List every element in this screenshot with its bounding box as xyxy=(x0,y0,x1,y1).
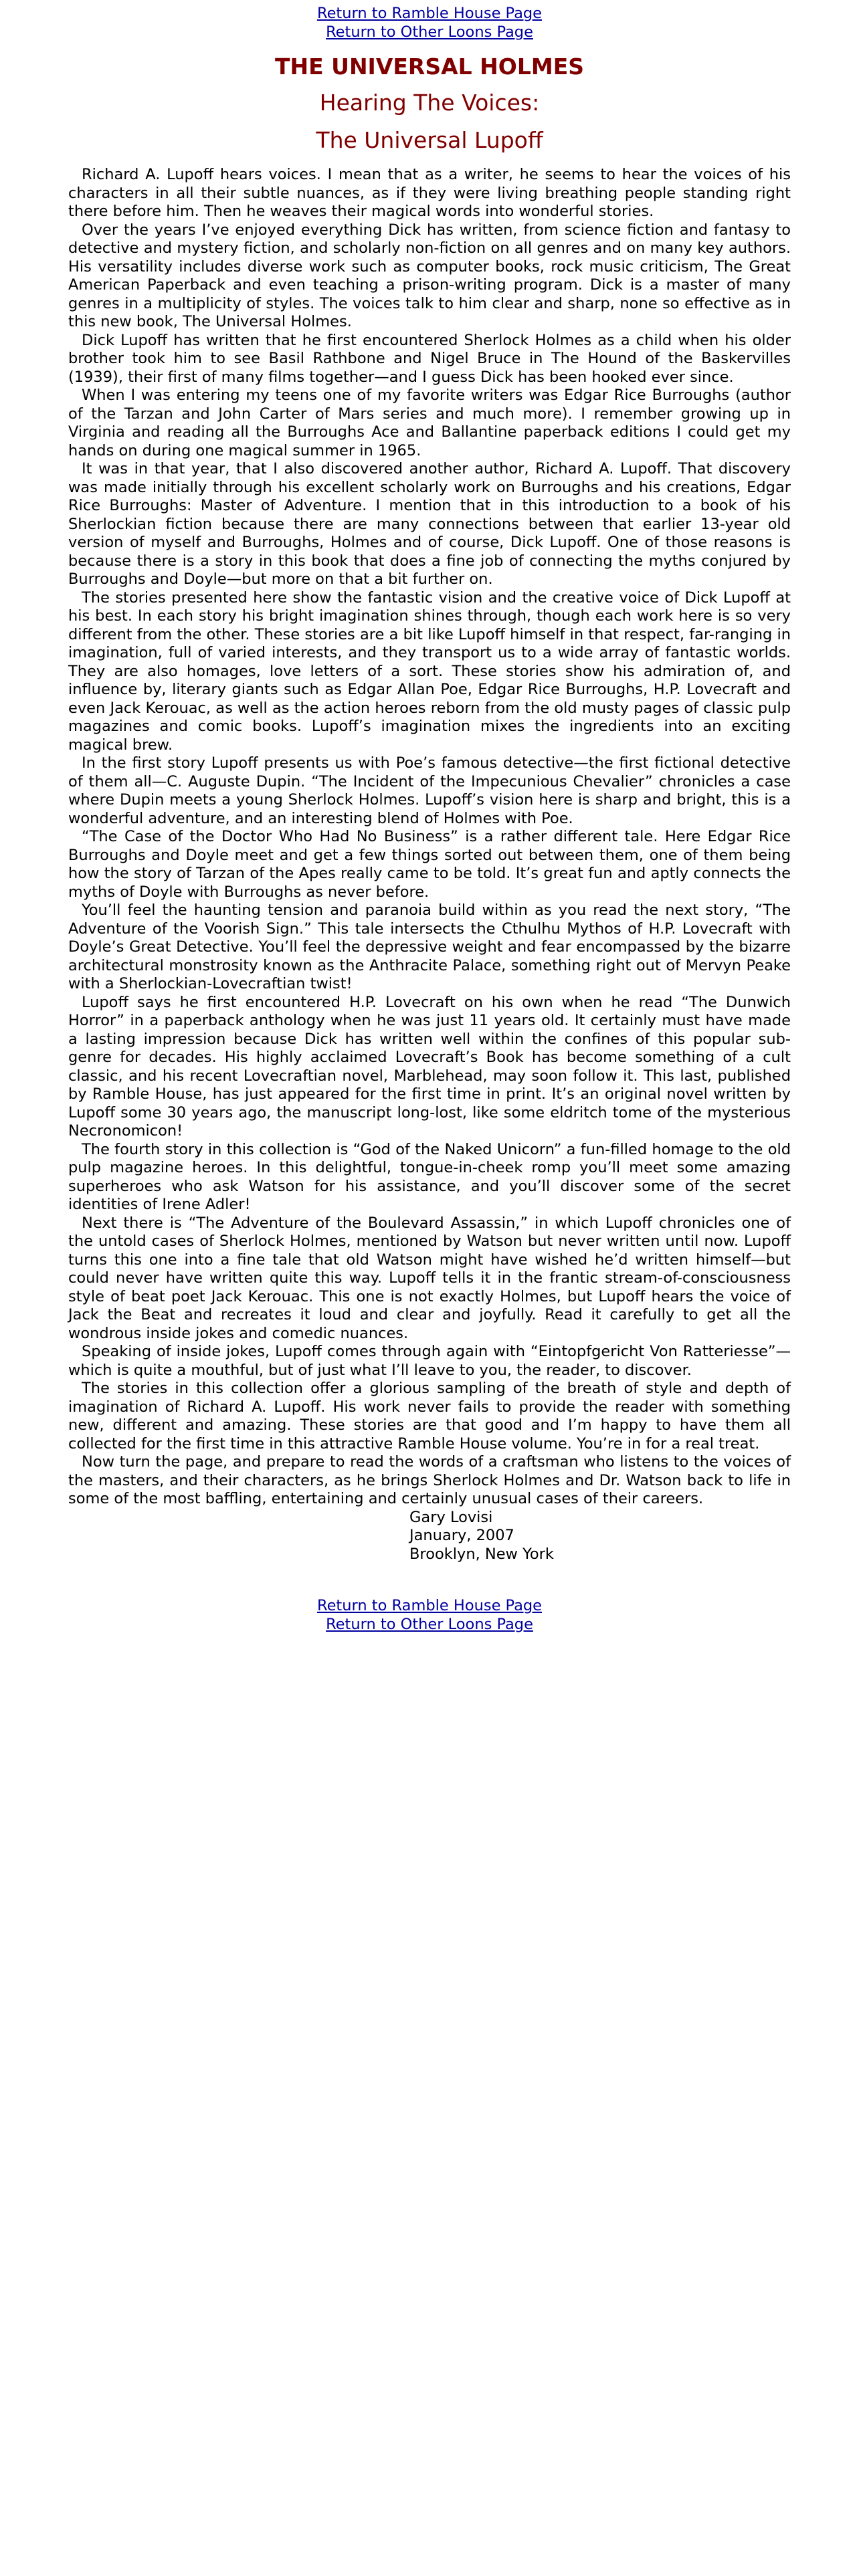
paragraph: “The Case of the Doctor Who Had No Business” is a rather different tale. Here Edgar Rice Burroughs and Doyle meet and get a few things sorted out between them, one of them being how the story of Tarzan of the Apes really came to be told. It’s great fun and aptly connects the myths of Doyle with Burroughs as never before. xyxy=(68,828,791,901)
signature-block xyxy=(68,1509,791,1564)
author-name: Gary Lovisi xyxy=(409,1508,493,1526)
paragraph: In the first story Lupoff presents us with Poe’s famous detective—the first fictional detective of them all—C. Auguste Dupin. “The Incident of the Impecunious Chevalier” chronicles a case where Dupin meets a young Sherlock Holmes. Lupoff’s vision here is sharp and bright, this is a wonderful adventure, and an interesting blend of Holmes with Poe. xyxy=(68,754,791,827)
paragraph: Richard A. Lupoff hears voices. I mean that as a writer, he seems to hear the voices of his characters in all their subtle nuances, as if they were living breathing people standing right there before him. Then he weaves their magical words into wonderful stories. xyxy=(68,166,791,220)
ramble-house-link[interactable]: Return to Ramble House Page xyxy=(316,1597,543,1614)
paragraph: When I was entering my teens one of my favorite writers was Edgar Rice Burroughs (author of the Tarzan and John Carter of Mars series and much more). I remember growing up in Virginia and reading all the Burroughs Ace and Ballantine paperback editions I could get my hands on during one magical summer in 1965. xyxy=(68,387,791,459)
paragraph: The stories presented here show the fantastic vision and the creative voice of Dick Lupoff at his best. In each story his bright imagination shines through, though each work here is so very different from the other. These stories are a bit like Lupoff himself in that respect, far-ranging in imagination, full of varied interests, and they transport us to a wide array of fantastic worlds. They are also homages, love letters of a sort. These stories show his admiration of, and influence by, literary giants such as Edgar Allan Poe, Edgar Rice Burroughs, H.P. Lovecraft and even Jack Kerouac, as well as the action heroes reborn from the old musty pages of classic pulp magazines and comic books. Lupoff’s imagination mixes the ingredients into an exciting magical brew. xyxy=(68,588,791,754)
paragraph: Next there is “The Adventure of the Boulevard Assassin,” in which Lupoff chronicles one of the untold cases of Sherlock Holmes, mentioned by Watson but never written until now. Lupoff turns this one into a fine tale that old Watson might have wished he’d written himself—but could never have written quite this way. Lupoff tells it in the frantic stream-of-consciousness style of beat poet Jack Kerouac. This one is not exactly Holmes, but Lupoff hears the voice of Jack the Beat and recreates it loud and clear and joyfully. Read it carefully to get all the wondrous inside jokes and comedic nuances. xyxy=(68,1214,791,1342)
other-loons-link[interactable]: Return to Other Loons Page xyxy=(326,1615,533,1633)
subtitle-line-1: Hearing The Voices: xyxy=(319,90,540,116)
paragraph: Speaking of inside jokes, Lupoff comes through again with “Eintopfgericht Von Ratteriesse”—which is quite a mouthful, but of just what I’ll leave to you, the reader, to discover. xyxy=(68,1343,791,1379)
bottom-navigation xyxy=(0,1597,859,1634)
top-navigation xyxy=(0,0,859,41)
paragraph: Lupoff says he first encountered H.P. Lovecraft on his own when he read “The Dunwich Horror” in a paperback anthology when he was just 11 years old. It certainly must have made a lasting impression because Dick has written well within the confines of this popular sub-genre for decades. His highly acclaimed Lovecraft’s Book has become something of a cult classic, and his recent Lovecraftian novel, Marblehead, may soon follow it. This last, published by Ramble House, has just appeared for the first time in print. It’s an original novel written by Lupoff some 30 years ago, the manuscript long-lost, like some eldritch tome of the mysterious Necronomicon! xyxy=(68,993,791,1140)
page-title: THE UNIVERSAL HOLMES xyxy=(274,53,585,80)
ramble-house-link[interactable]: Return to Ramble House Page xyxy=(316,5,543,22)
paragraph: Over the years I’ve enjoyed everything Dick has written, from science fiction and fantasy to detective and mystery fiction, and scholarly non-fiction on all genres and on many key authors. His versatility includes diverse work such as computer books, rock music criticism, The Great American Paperback and even teaching a prison-writing program. Dick is a master of many genres in a multiplicity of styles. The voices talk to him clear and sharp, none so effective as in this new book, The Universal Holmes. xyxy=(68,221,791,330)
paragraph: You’ll feel the haunting tension and paranoia build within as you read the next story, “The Adventure of the Voorish Sign.” This tale intersects the Cthulhu Mythos of H.P. Lovecraft with Doyle’s Great Detective. You’ll feel the depressive weight and fear encompassed by the bizarre architectural monstrosity known as the Anthracite Palace, something right out of Mervyn Peake with a Sherlockian-Lovecraftian twist! xyxy=(68,901,791,992)
subtitle-line-2: The Universal Lupoff xyxy=(316,127,543,153)
other-loons-link[interactable]: Return to Other Loons Page xyxy=(326,23,533,41)
article-body xyxy=(0,166,859,1564)
paragraph: It was in that year, that I also discovered another author, Richard A. Lupoff. That discovery was made initially through his excellent scholarly work on Burroughs and his creations, Edgar Rice Burroughs: Master of Adventure. I mention that in this introduction to a book of his Sherlockian fiction because there are many connections between that earlier 13-year old version of myself and Burroughs, Holmes and of course, Dick Lupoff. One of those reasons is because there is a story in this book that does a fine job of connecting the myths conjured by Burroughs and Doyle—but more on that a bit further on. xyxy=(68,460,791,588)
paragraph: The stories in this collection offer a glorious sampling of the breath of style and depth of imagination of Richard A. Lupoff. His work never fails to provide the reader with something new, different and amazing. These stories are that good and I’m happy to have them all collected for the first time in this attractive Ramble House volume. You’re in for a real treat. xyxy=(68,1380,791,1453)
paragraph: Dick Lupoff has written that he first encountered Sherlock Holmes as a child when his older brother took him to see Basil Rathbone and Nigel Bruce in The Hound of the Baskervilles (1939), their first of many films together—and I guess Dick has been hooked ever since. xyxy=(68,331,791,386)
paragraph: Now turn the page, and prepare to read the words of a craftsman who listens to the voices of the masters, and their characters, as he brings Sherlock Holmes and Dr. Watson back to life in some of the most baffling, entertaining and certainly unusual cases of their careers. xyxy=(68,1453,791,1507)
signature-location: Brooklyn, New York xyxy=(409,1545,554,1563)
paragraph: The fourth story in this collection is “God of the Naked Unicorn” a fun-filled homage to the old pulp magazine heroes. In this delightful, tongue-in-cheek romp you’ll meet some amazing superheroes who ask Watson for his assistance, and you’ll discover some of the secret identities of Irene Adler! xyxy=(68,1140,791,1213)
signature-date: January, 2007 xyxy=(409,1527,514,1544)
